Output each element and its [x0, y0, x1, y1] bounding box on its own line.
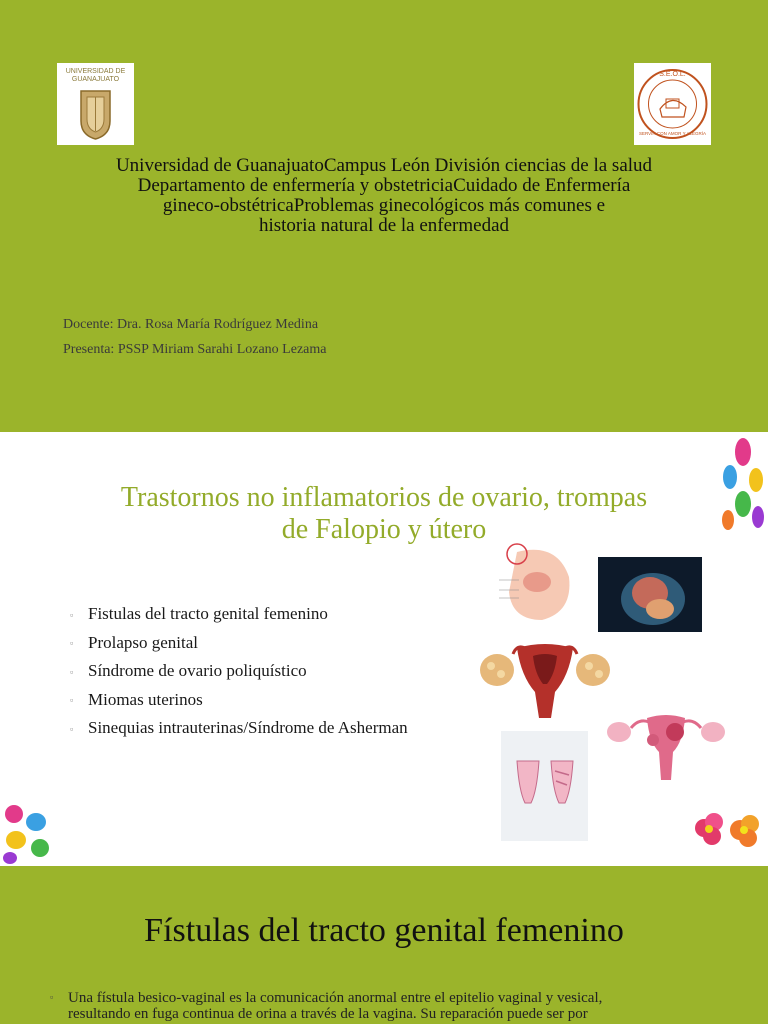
title-line: Departamento de enfermería y obstetriciaCuidado de Enfermería — [137, 175, 631, 196]
university-logo-text: UNIVERSIDAD DE GUANAJUATO — [65, 68, 126, 83]
docente-credit: Docente: Dra. Rosa María Rodríguez Medina — [63, 317, 319, 332]
title-line: historia natural de la enfermedad — [258, 215, 510, 236]
flower-decoration-icon — [0, 800, 56, 866]
flower-decoration-icon — [686, 800, 768, 864]
title-line: gineco-obstétricaProblemas ginecológicos más comunes e — [162, 195, 606, 216]
title-line: Universidad de GuanajuatoCampus León División ciencias de la salud — [115, 155, 653, 176]
seal-icon — [634, 63, 711, 145]
presentation-title — [70, 156, 698, 236]
slide-title: Trastornos no inflamatorios de ovario, trompas de Falopio y útero — [120, 482, 648, 545]
svg-text:SERVIR CON AMOR Y ALEGRÍA: SERVIR CON AMOR Y ALEGRÍA — [638, 131, 707, 136]
presenter-credit: Presenta: PSSP Miriam Sarahi Lozano Lezama — [63, 342, 327, 357]
intrauterine-adhesions-illustration — [501, 731, 588, 841]
university-logo — [57, 63, 134, 145]
svg-text:S.E.O.L.: S.E.O.L. — [659, 71, 686, 78]
title-slide — [0, 0, 768, 432]
list-item: ▫ Síndrome de ovario poliquístico — [70, 661, 307, 680]
fistula-paragraph: Una fístula besico-vaginal es la comunicación anormal entre el epitelio vaginal y vesical, resultando en fuga continua de orina a través de la vagina. Su reparación puede ser por — [68, 990, 603, 1022]
genital-prolapse-illustration — [598, 557, 702, 632]
list-item: ▫ Miomas uterinos — [70, 689, 203, 709]
list-item: ▫ Fistulas del tracto genital femenino — [70, 604, 328, 623]
topic-list — [70, 600, 408, 743]
polycystic-ovary-illustration — [477, 640, 613, 724]
vesicovaginal-fistula-illustration — [497, 532, 575, 627]
shield-icon — [57, 63, 134, 145]
flower-decoration-icon — [718, 432, 768, 536]
list-item: ▫ Prolapso genital — [70, 632, 199, 652]
list-item: ▫ Sinequias intrauterinas/Síndrome de Asherman — [70, 718, 408, 737]
nursing-school-logo — [634, 63, 711, 145]
slide-title: Fístulas del tracto genital femenino — [144, 912, 624, 949]
bullet-marker: ▫ — [50, 992, 54, 1002]
uterine-myoma-illustration — [603, 712, 729, 784]
